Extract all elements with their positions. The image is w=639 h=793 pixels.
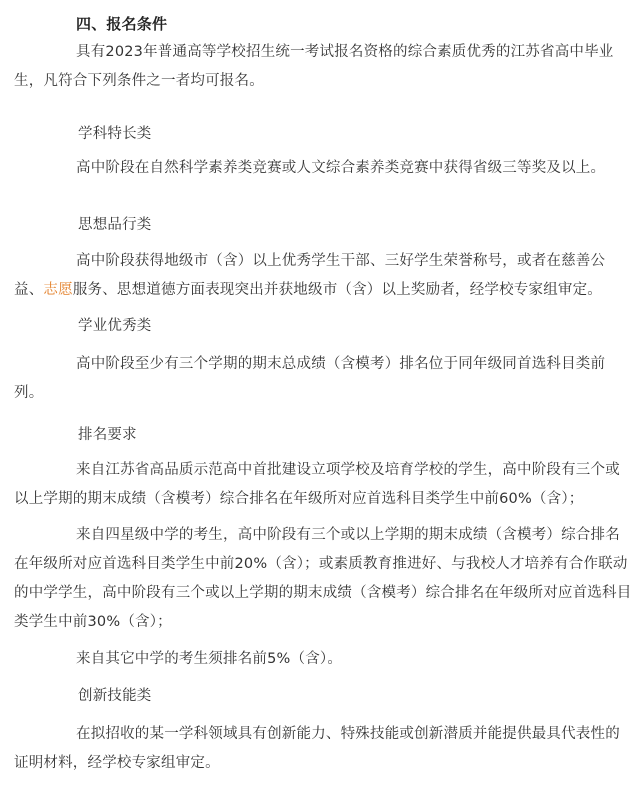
category-moral-conduct-text [14, 247, 634, 305]
category-heading-ranking: 排名要求 [78, 427, 137, 443]
ranking-text-high-quality-schools: 来自江苏省高品质示范高中首批建设立项学校及培育学校的学生，高中阶段有三个或以上学期的期末成绩（含模考）综合排名在年级所对应首选科目类学生中前60%（含）； [14, 462, 620, 507]
ranking-text-other-schools: 来自其它中学的考生须排名前5%（含）。 [76, 651, 343, 667]
category-subject-specialty-text: 高中阶段在自然科学素养类竞赛或人文综合素养类竞赛中获得省级三等奖及以上。 [76, 160, 606, 176]
category-heading-innovation-skill: 创新技能类 [78, 688, 152, 704]
category-heading-academic-excellence: 学业优秀类 [78, 318, 152, 334]
intro-paragraph: 具有2023年普通高等学校招生统一考试报名资格的综合素质优秀的江苏省高中毕业生，凡符合下列条件之一者均可报名。 [14, 44, 614, 89]
moral-conduct-text-part2: 服务、思想道德方面表现突出并获地级市（含）以上奖励者，经学校专家组审定。 [72, 282, 603, 298]
category-heading-moral-conduct: 思想品行类 [78, 217, 152, 233]
moral-conduct-text-part1: 高中阶段获得地级市（含）以上优秀学生干部、三好学生荣誉称号，或者在慈善公益、 [14, 253, 606, 298]
category-heading-subject-specialty: 学科特长类 [78, 126, 152, 142]
ranking-text-four-star-schools: 来自四星级中学的考生，高中阶段有三个或以上学期的期末成绩（含模考）综合排名在年级所对应首选科目类学生中前20%（含）；或素质教育推进好、与我校人才培养有合作联动的中学学生，高中阶段有三个或以上学期的期末成绩（含模考）综合排名在年级所对应首选科目类学生中前30%（含）； [14, 527, 632, 630]
volunteer-link[interactable]: 志愿 [43, 282, 73, 298]
category-innovation-skill-text: 在拟招收的某一学科领域具有创新能力、特殊技能或创新潜质并能提供最具代表性的证明材料，经学校专家组审定。 [14, 726, 620, 771]
category-academic-excellence-text: 高中阶段至少有三个学期的期末总成绩（含模考）排名位于同年级同首选科目类前列。 [14, 356, 606, 401]
section-title: 四、报名条件 [76, 15, 168, 33]
